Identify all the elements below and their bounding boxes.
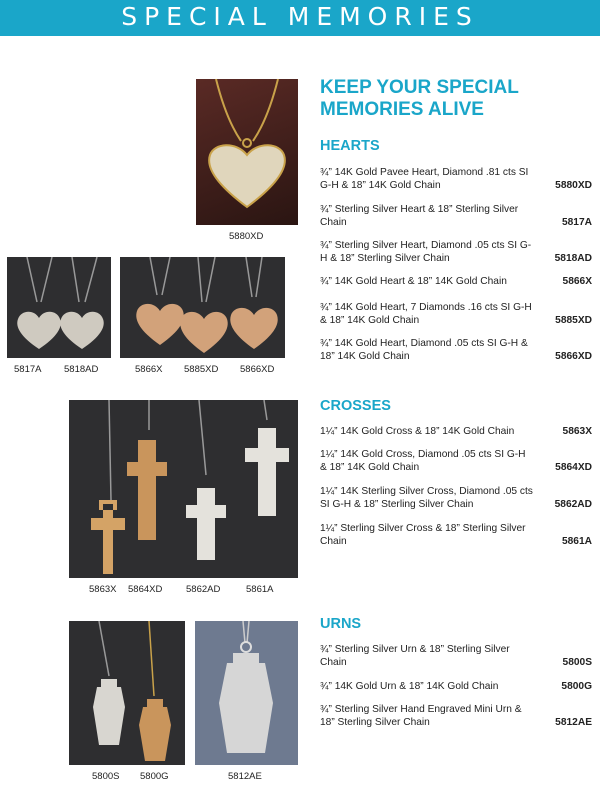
hearts-item — [320, 167, 592, 192]
photo-gold-hearts — [120, 257, 285, 358]
photo-silver-hearts — [7, 257, 111, 358]
item-sku: 5863X — [562, 426, 592, 437]
item-desc: ¾” Sterling Silver Hand Engraved Mini Urn & 18” Sterling Silver Chain — [320, 704, 522, 728]
section-title-crosses: CROSSES — [320, 398, 391, 414]
item-desc: 1¼” Sterling Silver Cross & 18” Sterling Silver Chain — [320, 523, 526, 547]
item-sku: 5864XD — [555, 461, 592, 473]
urns-image — [69, 621, 185, 765]
crosses-item — [320, 486, 592, 511]
photo-crosses — [69, 400, 298, 578]
caption-5866XD: 5866XD — [240, 364, 275, 375]
caption-5800G: 5800G — [140, 771, 169, 782]
caption-5880XD: 5880XD — [229, 231, 264, 242]
crosses-item — [320, 426, 592, 439]
heading-line-2: MEMORIES ALIVE — [320, 99, 484, 120]
caption-5866X: 5866X — [135, 364, 163, 375]
item-desc: ¾” 14K Gold Heart, Diamond .05 cts SI G-H & 18” 14K Gold Chain — [320, 338, 528, 362]
hearts-item — [320, 204, 592, 229]
section-title-hearts: HEARTS — [320, 138, 380, 154]
caption-5818AD: 5818AD — [64, 364, 99, 375]
item-desc: ¾” 14K Gold Heart, 7 Diamonds .16 cts SI G-H & 18” 14K Gold Chain — [320, 302, 532, 326]
caption-5885XD: 5885XD — [184, 364, 219, 375]
section-title-urns: URNS — [320, 616, 362, 632]
item-sku: 5800G — [561, 681, 592, 692]
caption-5861A: 5861A — [246, 584, 274, 595]
item-desc: 1¼” 14K Gold Cross & 18” 14K Gold Chain — [320, 426, 515, 437]
item-desc: 1¼” 14K Gold Cross, Diamond .05 cts SI G-H & 18” 14K Gold Chain — [320, 449, 526, 473]
crosses-image — [69, 400, 298, 578]
urns-item — [320, 681, 592, 694]
item-sku: 5818AD — [554, 252, 592, 264]
photo-urns — [69, 621, 185, 765]
mini-urn-image — [195, 621, 298, 765]
item-sku: 5880XD — [555, 179, 592, 191]
item-desc: ¾” Sterling Silver Heart, Diamond .05 cts SI G-H & 18” Sterling Silver Chain — [320, 240, 532, 264]
caption-5817A: 5817A — [14, 364, 42, 375]
item-sku: 5866X — [562, 276, 592, 287]
urns-item — [320, 644, 592, 669]
urns-item — [320, 704, 592, 729]
caption-5862AD: 5862AD — [186, 584, 221, 595]
hearts-item — [320, 240, 592, 265]
item-sku: 5862AD — [554, 498, 592, 510]
item-desc: 1¼” 14K Sterling Silver Cross, Diamond .05 cts SI G-H & 18” Sterling Silver Chain — [320, 486, 533, 510]
caption-5863X: 5863X — [89, 584, 117, 595]
photo-pavee-heart — [196, 79, 298, 225]
item-desc: ¾” 14K Gold Heart & 18” 14K Gold Chain — [320, 276, 507, 287]
item-sku: 5861A — [561, 535, 592, 547]
caption-5864XD: 5864XD — [128, 584, 163, 595]
item-sku: 5885XD — [555, 314, 592, 326]
pavee-heart-image — [196, 79, 298, 225]
item-sku: 5812AE — [555, 716, 592, 728]
hearts-item — [320, 338, 592, 363]
crosses-item — [320, 449, 592, 474]
caption-5800S: 5800S — [92, 771, 120, 782]
gold-hearts-image — [120, 257, 285, 358]
item-sku: 5866XD — [555, 350, 592, 362]
banner-title: SPECIAL MEMORIES — [121, 2, 479, 31]
item-desc: ¾” 14K Gold Pavee Heart, Diamond .81 cts SI G-H & 18” 14K Gold Chain — [320, 167, 529, 191]
crosses-item — [320, 523, 592, 548]
item-desc: ¾” Sterling Silver Heart & 18” Sterling Silver Chain — [320, 204, 519, 228]
item-sku: 5800S — [562, 656, 592, 668]
heading-line-1: KEEP YOUR SPECIAL — [320, 77, 519, 98]
hearts-item — [320, 276, 592, 289]
photo-mini-urn — [195, 621, 298, 765]
item-desc: ¾” 14K Gold Urn & 18” 14K Gold Chain — [320, 681, 499, 692]
item-sku: 5817A — [561, 216, 592, 228]
caption-5812AE: 5812AE — [228, 771, 262, 782]
page-heading — [320, 77, 519, 121]
silver-hearts-image — [7, 257, 111, 358]
header-banner — [0, 0, 600, 36]
item-desc: ¾” Sterling Silver Urn & 18” Sterling Silver Chain — [320, 644, 510, 668]
hearts-item — [320, 302, 592, 327]
